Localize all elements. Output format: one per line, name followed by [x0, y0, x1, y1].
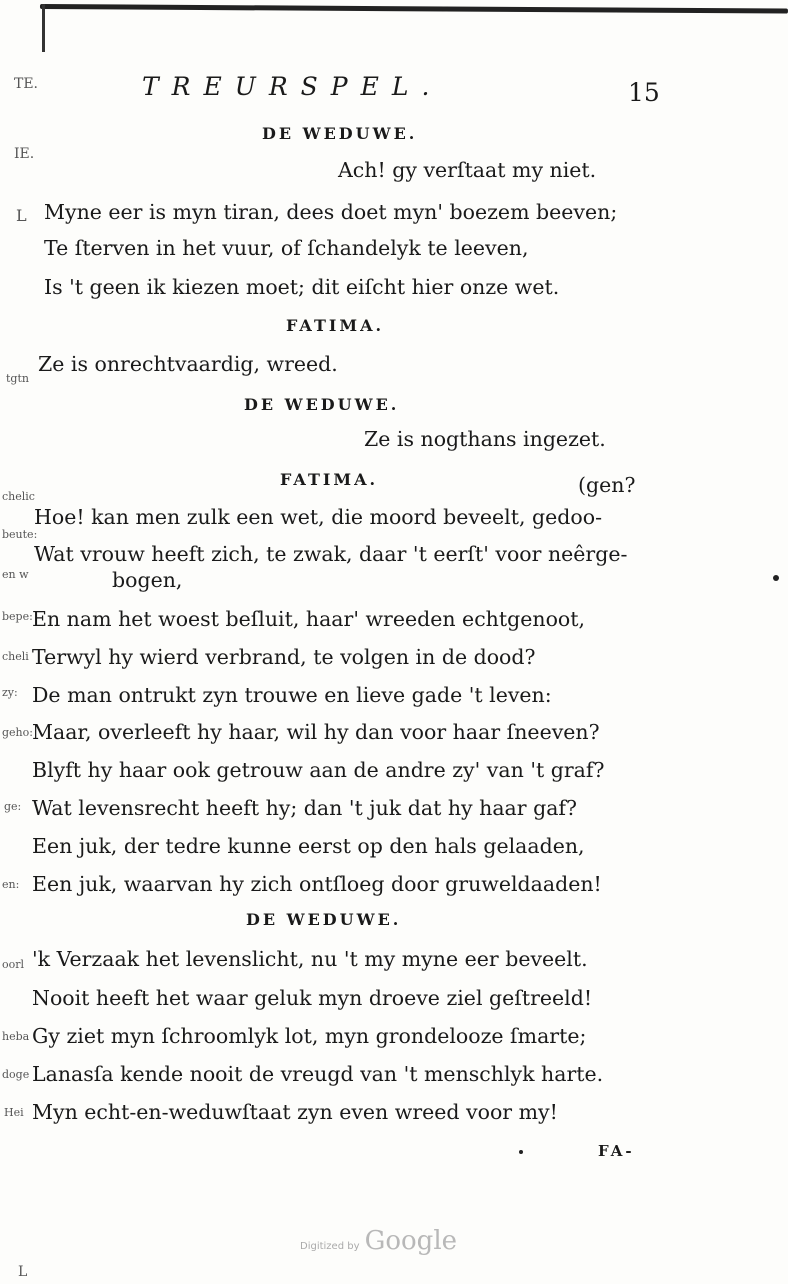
verse-line: Een juk, der tedre kunne eerst op den hals gelaaden, — [32, 834, 585, 858]
speaker-name: DE WEDUWE. — [246, 910, 402, 929]
verse-line: Blyft hy haar ook getrouw aan de andre zy' van 't graf? — [32, 758, 605, 782]
margin-fragment: doge — [2, 1068, 30, 1081]
margin-fragment: oorl — [2, 958, 25, 971]
speaker-name: FATIMA. — [286, 316, 385, 335]
ink-speck — [773, 575, 779, 581]
margin-fragment: geho: — [2, 726, 33, 739]
verse-line: Wat levensrecht heeft hy; dan 't juk dat hy haar gaf? — [32, 796, 578, 820]
verse-line: De man ontrukt zyn trouwe en lieve gade 't leven: — [32, 683, 552, 707]
ink-speck — [519, 1150, 523, 1154]
margin-fragment: ge: — [4, 800, 22, 813]
running-header: TREURSPEL. — [142, 72, 443, 101]
verse-line: (gen? — [578, 473, 636, 497]
margin-fragment: L — [18, 1264, 28, 1280]
verse-line: Te ſterven in het vuur, of ſchandelyk te leeven, — [44, 236, 529, 260]
google-logo: Google — [364, 1226, 458, 1256]
margin-fragment: cheli — [2, 650, 29, 663]
verse-line: En nam het woest beſluit, haar' wreeden echtgenoot, — [32, 607, 586, 631]
watermark-prefix: Digitized by — [300, 1241, 360, 1252]
page-number: 15 — [628, 78, 660, 107]
verse-line: Wat vrouw heeft zich, te zwak, daar 't eerſt' voor neêrge- — [34, 542, 628, 566]
verse-line: Gy ziet myn ſchroomlyk lot, myn grondelooze ſmarte; — [32, 1024, 587, 1048]
speaker-name: DE WEDUWE. — [244, 395, 400, 414]
page-edge-mark — [42, 4, 45, 52]
catchword: FA- — [598, 1142, 635, 1160]
margin-fragment: zy: — [2, 686, 18, 699]
verse-line: Nooit heeft het waar geluk myn droeve ziel geſtreeld! — [32, 986, 593, 1010]
digitization-watermark — [300, 1226, 457, 1256]
speaker-name: DE WEDUWE. — [262, 124, 418, 143]
verse-line: Ze is nogthans ingezet. — [364, 427, 606, 451]
verse-line: Ze is onrechtvaardig, wreed. — [38, 352, 338, 376]
verse-line: Maar, overleeft hy haar, wil hy dan voor haar ſneeven? — [32, 720, 600, 744]
margin-fragment: bepe: — [2, 610, 33, 623]
margin-fragment: IE. — [14, 146, 35, 162]
margin-fragment: TE. — [14, 76, 39, 92]
verse-line: Myn echt-en-weduwſtaat zyn even wreed voor my! — [32, 1100, 558, 1124]
page-edge-line — [40, 4, 788, 14]
margin-fragment: heba — [2, 1030, 30, 1043]
margin-fragment: en: — [2, 878, 20, 891]
margin-fragment: tgtn — [6, 372, 29, 385]
verse-line: Myne eer is myn tiran, dees doet myn' boezem beeven; — [44, 200, 618, 224]
margin-fragment: Hei — [4, 1106, 24, 1119]
verse-line: 'k Verzaak het levenslicht, nu 't my myne eer beveelt. — [32, 947, 588, 971]
verse-line: Een juk, waarvan hy zich ontſloeg door gruweldaaden! — [32, 872, 602, 896]
verse-line: Ach! gy verſtaat my niet. — [338, 158, 597, 182]
margin-fragment: L — [16, 206, 27, 225]
speaker-name: FATIMA. — [280, 470, 379, 489]
verse-line: bogen, — [112, 568, 183, 592]
verse-line: Terwyl hy wierd verbrand, te volgen in de dood? — [32, 645, 536, 669]
margin-fragment: chelic — [2, 490, 35, 503]
verse-line: Is 't geen ik kiezen moet; dit eiſcht hier onze wet. — [44, 275, 560, 299]
verse-line: Hoe! kan men zulk een wet, die moord beveelt, gedoo- — [34, 505, 602, 529]
verse-line: Lanasſa kende nooit de vreugd van 't menschlyk harte. — [32, 1062, 604, 1086]
margin-fragment: en w — [2, 568, 29, 581]
margin-fragment: beute: — [2, 528, 38, 541]
